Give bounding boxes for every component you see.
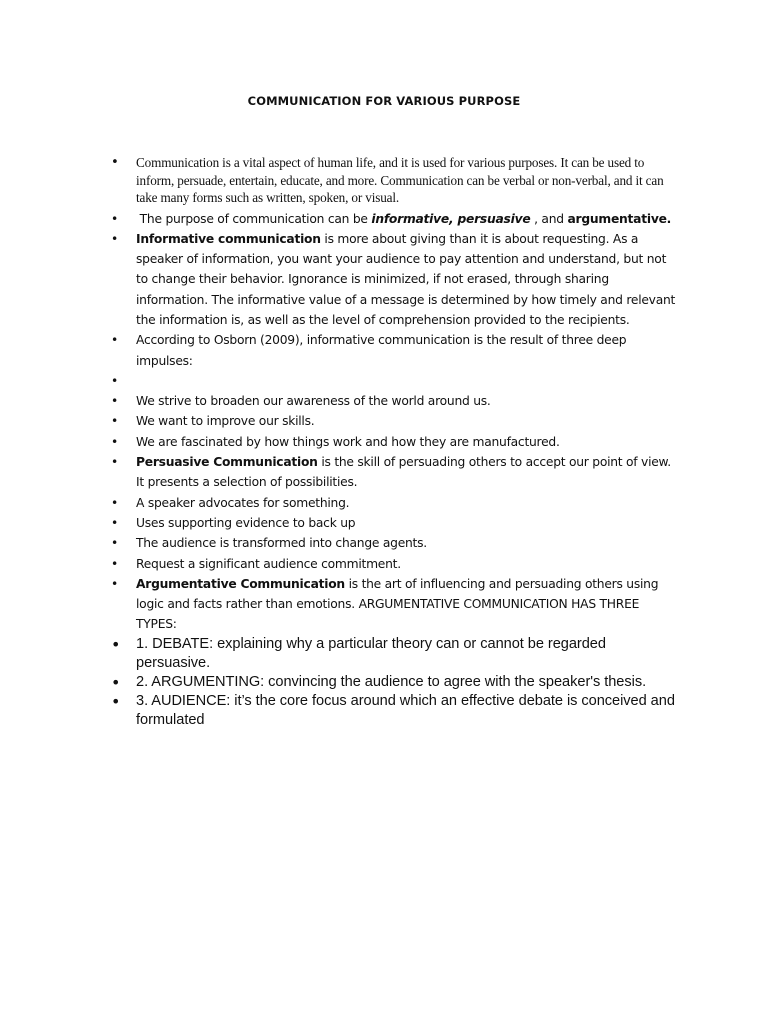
- bullet-icon: •: [111, 556, 119, 571]
- bullet-icon: •: [111, 536, 119, 551]
- bullet-icon: •: [111, 576, 119, 591]
- bullet-icon: •: [111, 455, 119, 470]
- item-strong: argumentative.: [567, 211, 672, 226]
- item-text: is more about giving than it is about requesting. As a speaker of information, you want your audience to pay attention and understand, but not to change their behavior. Ignorance is minimized, if not erased, through sharing information. The informative value of a message is determined by how timely and relevant the information is, as well as the level of comprehension provided to the recipients.: [136, 231, 676, 327]
- list-item: [0, 209, 768, 229]
- list-item: [0, 229, 768, 330]
- bullet-icon: •: [111, 515, 119, 530]
- bullet-icon: •: [111, 155, 119, 170]
- list-item: [0, 452, 768, 493]
- item-text: Request a significant audience commitment.: [136, 556, 401, 571]
- list-item: [0, 411, 768, 431]
- list-item: [0, 391, 768, 411]
- bullet-icon: •: [111, 231, 119, 246]
- document-title: COMMUNICATION FOR VARIOUS PURPOSE: [247, 94, 521, 108]
- bullet-icon: •: [111, 333, 119, 348]
- item-strong: Persuasive Communication: [136, 455, 318, 470]
- item-text: Communication is a vital aspect of human life, and it is used for various purposes. It can be used to inform, persuade, entertain, educate, and more. Communication can be verbal or non-verbal, and it can take many forms such as written, spoken, or visual.: [136, 155, 664, 205]
- list-item: [0, 533, 768, 553]
- bullet-icon: •: [111, 672, 121, 692]
- item-text: Uses supporting evidence to back up: [136, 515, 356, 530]
- list-item: [0, 513, 768, 533]
- item-text: is the skill of persuading others to accept our point of view. It presents a selection of possibilities.: [136, 455, 671, 490]
- bullet-list: [0, 154, 768, 730]
- item-text: We want to improve our skills.: [136, 414, 315, 429]
- bullet-icon: •: [111, 373, 119, 388]
- item-text: The purpose of communication can be: [136, 211, 372, 226]
- list-item: [0, 554, 768, 574]
- item-text: A speaker advocates for something.: [136, 495, 350, 510]
- item-strong: Argumentative Communication: [136, 576, 345, 591]
- item-strong: Informative communication: [136, 231, 321, 246]
- bullet-icon: •: [111, 634, 121, 654]
- item-emphasis: informative, persuasive: [371, 211, 531, 226]
- item-text: 3. AUDIENCE: it’s the core focus around which an effective debate is conceived and formulated: [136, 692, 675, 728]
- item-text: 2. ARGUMENTING: convincing the audience to agree with the speaker's thesis.: [136, 673, 647, 690]
- bullet-icon: •: [111, 414, 119, 429]
- item-text: We are fascinated by how things work and how they are manufactured.: [136, 434, 560, 449]
- bullet-icon: •: [111, 691, 121, 711]
- bullet-icon: •: [111, 394, 119, 409]
- list-item: [0, 673, 768, 692]
- list-item: [0, 574, 768, 635]
- item-text: , and: [530, 211, 568, 226]
- bullet-icon: •: [111, 211, 119, 226]
- item-text: 1. DEBATE: explaining why a particular theory can or cannot be regarded persuasive.: [136, 635, 606, 671]
- list-item: [0, 154, 768, 209]
- list-item: [0, 692, 768, 730]
- bullet-icon: •: [111, 434, 119, 449]
- bullet-icon: •: [111, 495, 119, 510]
- list-item: [0, 432, 768, 452]
- list-item: [0, 371, 768, 391]
- item-text: The audience is transformed into change agents.: [136, 536, 427, 551]
- list-item: [0, 635, 768, 673]
- item-text: We strive to broaden our awareness of the world around us.: [136, 394, 491, 409]
- item-text: According to Osborn (2009), informative communication is the result of three deep impulses:: [136, 333, 627, 368]
- list-item: [0, 493, 768, 513]
- list-item: [0, 330, 768, 371]
- item-text: is the art of influencing and persuading others using logic and facts rather than emotions. ARGUMENTATIVE COMMUNICATION HAS THREE TYPES:: [136, 576, 659, 632]
